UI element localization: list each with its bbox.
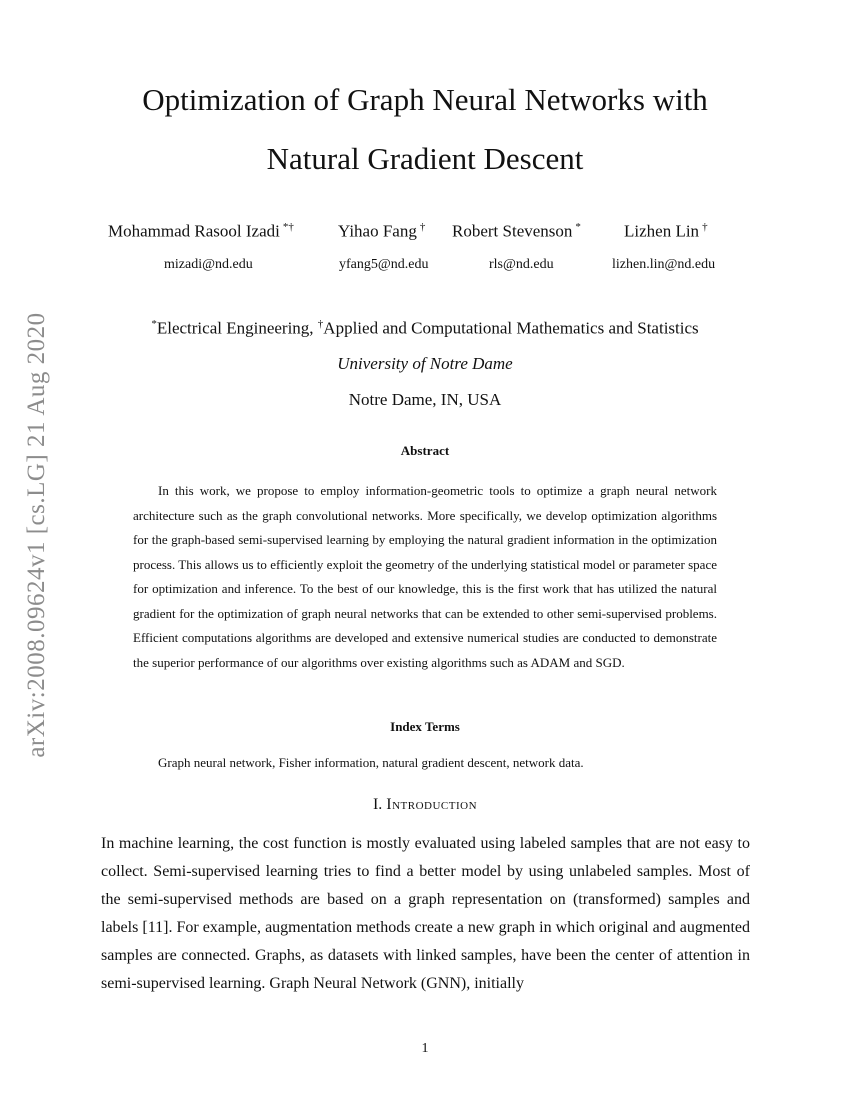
affiliation-location: Notre Dame, IN, USA bbox=[348, 390, 502, 409]
author-list bbox=[0, 221, 850, 245]
department-2: Applied and Computational Mathematics and Statistics bbox=[323, 318, 699, 338]
affiliation-mark-2: † bbox=[317, 318, 324, 330]
author-affiliation-mark: *† bbox=[282, 221, 294, 233]
author-email: yfang5@nd.edu bbox=[339, 257, 429, 272]
author-affiliation-mark: † bbox=[419, 221, 426, 233]
index-terms-heading: Index Terms bbox=[390, 719, 460, 734]
author-name: Yihao Fang † bbox=[338, 221, 426, 241]
introduction-heading bbox=[60, 796, 790, 814]
affiliation-mark-1: * bbox=[151, 318, 157, 330]
paper-title-line-2: Natural Gradient Descent bbox=[266, 141, 584, 176]
index-terms-text: Graph neural network, Fisher information, natural gradient descent, network data. bbox=[158, 755, 584, 770]
author-name: Lizhen Lin † bbox=[624, 221, 708, 241]
author-email: mizadi@nd.edu bbox=[164, 257, 253, 272]
affiliation-university: University of Notre Dame bbox=[337, 354, 513, 373]
affiliation-departments bbox=[60, 318, 790, 339]
department-1: Electrical Engineering, bbox=[156, 318, 318, 338]
introduction-text: In machine learning, the cost function is mostly evaluated using labeled samples that are not easy to collect. Semi-supervised learning tries to find a better model by using unlabeled samples. Most of the semi-supervised methods are based on a graph representation on (transformed) samples and labels [11]. For example, augmentation methods create a new graph in which original and augmented samples are connected. Graphs, as datasets with linked samples, have been the center of attention in semi-supervised learning. Graph Neural Network (GNN), initially bbox=[101, 835, 750, 992]
author-affiliation-mark: † bbox=[702, 221, 708, 233]
author-affiliation-mark: * bbox=[575, 221, 581, 233]
page-number: 1 bbox=[421, 1041, 429, 1056]
paper-title-line-1: Optimization of Graph Neural Networks with bbox=[142, 82, 708, 117]
author-email: rls@nd.edu bbox=[489, 257, 554, 272]
author-name: Robert Stevenson * bbox=[452, 221, 581, 241]
abstract-heading: Abstract bbox=[400, 443, 450, 458]
section-number: I. bbox=[372, 796, 387, 813]
author-email: lizhen.lin@nd.edu bbox=[612, 257, 716, 272]
section-title: Introduction bbox=[386, 796, 478, 813]
abstract-text: In this work, we propose to employ information-geometric tools to optimize a graph neural network architecture such as the graph convolutional networks. More specifically, we develop optimization algorithms for the graph-based semi-supervised learning by employing the natural gradient information in the optimization process. This allows us to efficiently exploit the geometry of the underlying statistical model or parameter space for optimization and inference. To the best of our knowledge, this is the first work that has utilized the natural gradient for the optimization of graph neural networks that can be extended to other semi-supervised problems. Efficient computations algorithms are developed and extensive numerical studies are conducted to demonstrate the superior performance of our algorithms over existing algorithms such as ADAM and SGD. bbox=[133, 483, 717, 670]
arxiv-identifier-stamp: arXiv:2008.09624v1 [cs.LG] 21 Aug 2020 bbox=[23, 312, 50, 758]
author-name: Mohammad Rasool Izadi *† bbox=[108, 221, 294, 241]
